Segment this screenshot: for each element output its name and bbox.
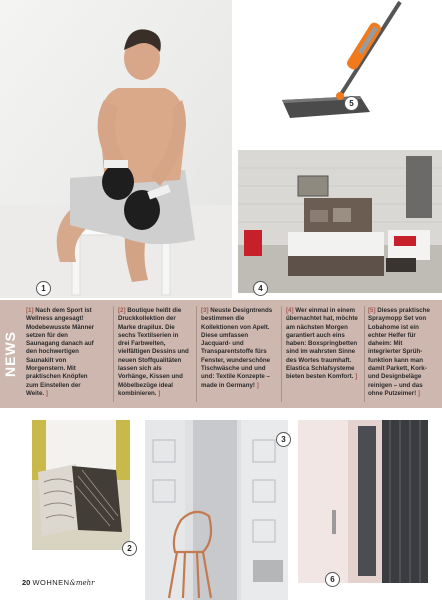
news-item-number: [3] xyxy=(201,307,209,314)
photo-apelt-curtains xyxy=(145,420,288,600)
page-footer xyxy=(22,578,94,587)
column-divider xyxy=(113,306,114,402)
photo-spraymopp xyxy=(240,0,442,140)
photo-boxspring-bedroom xyxy=(238,150,442,293)
news-item-text: Neuste Designtrends bestimmen die Kollektionen von Apelt. Diese umfassen Jacquard- und Transparentstoffe fürs Fenster, wunderschöne Tischwäsche und und und: Textile Konzepte – made in Germany! xyxy=(201,307,273,389)
news-item-text: Dieses praktische Spraymopp Set von Lobahome ist ein echter Helfer für daheim: Mit integrierter Sprühfunktion kann man damit Parkett, Kork- und Designbeläge reinigen – und das ohne Putzeimer! xyxy=(368,307,430,397)
news-item-end-bracket: ] xyxy=(256,381,259,389)
news-item-2 xyxy=(118,307,190,398)
magazine-brand-script: &mehr xyxy=(69,579,95,587)
news-item-text: Wer einmal in einem übernachtet hat, möchte am nächsten Morgen garantiert auch eins haben: Boxspringbetten sind im wahrsten Sinne des Wortes traumhaft. Elastica Schlafsysteme bieten besten Komfort. xyxy=(286,307,358,381)
news-item-end-bracket: ] xyxy=(417,389,420,397)
photo-drapilux-cushions xyxy=(32,420,130,550)
column-divider xyxy=(364,306,365,402)
photo-saunakilt-man xyxy=(0,0,232,298)
badge-4: 4 xyxy=(253,281,268,296)
news-item-end-bracket: ] xyxy=(355,373,358,381)
photo-curtain-room xyxy=(298,420,428,583)
badge-3: 3 xyxy=(276,432,291,447)
news-item-3 xyxy=(201,307,273,390)
news-item-text: Boutique heißt die Druckkollektion der Marke drapilux. Die sechs Textilserien in drei Farbwelten, vielfältigen Dessins und neuen Stoffqualitäten lassen sich als Vorhänge, Kissen und Möbelbezüge ideal kombinieren. xyxy=(118,307,189,397)
news-item-4 xyxy=(286,307,358,382)
badge-2: 2 xyxy=(122,541,137,556)
page-number: 20 xyxy=(22,578,31,587)
column-divider xyxy=(196,306,197,402)
magazine-brand: WOHNEN xyxy=(32,578,70,587)
column-divider xyxy=(281,306,282,402)
news-item-number: [2] xyxy=(118,307,126,314)
news-item-number: [1] xyxy=(26,307,34,314)
news-item-end-bracket: ] xyxy=(45,389,48,397)
news-item-end-bracket: ] xyxy=(158,389,161,397)
news-section-label: NEWS xyxy=(2,331,18,377)
badge-5: 5 xyxy=(344,96,359,111)
badge-6: 6 xyxy=(325,572,340,587)
badge-1: 1 xyxy=(36,281,51,296)
news-item-number: [4] xyxy=(286,307,294,314)
news-item-1 xyxy=(26,307,98,398)
news-item-text: Nach dem Sport ist Wellness angesagt! Modebewusste Männer setzen für den Saunagang danach auf den hochwertigen Saunakilt von Morgenstern. Mit praktischen Knöpfen zum Einstellen der Weite. xyxy=(26,307,95,397)
news-item-number: [5] xyxy=(368,307,376,314)
news-item-5 xyxy=(368,307,436,398)
